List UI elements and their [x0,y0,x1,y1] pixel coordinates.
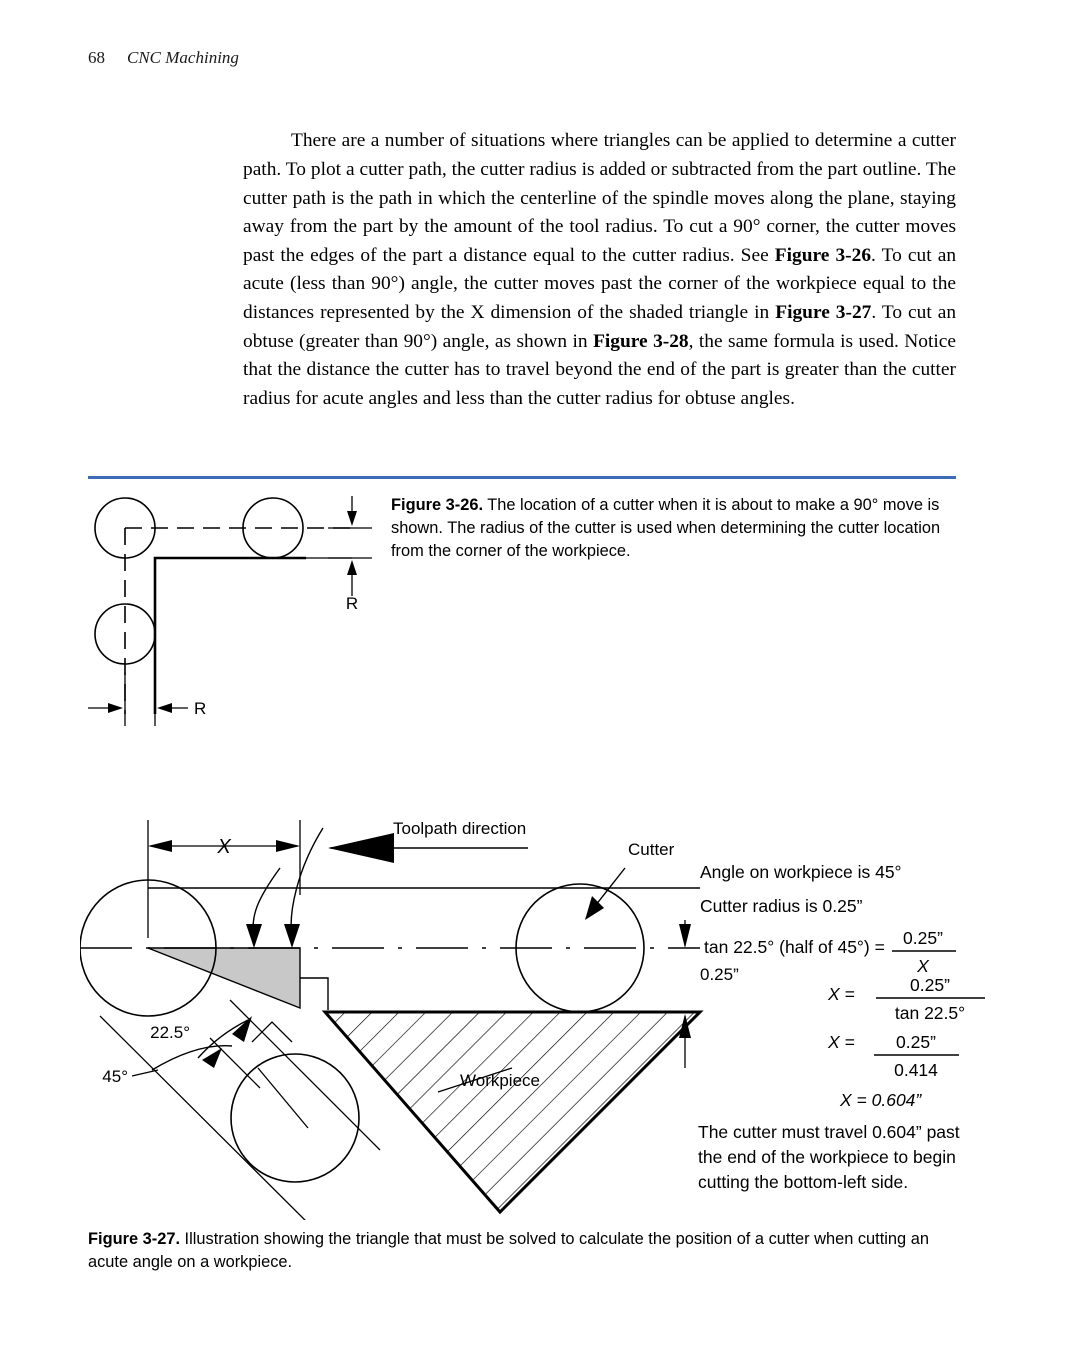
equation-4: X = 0.604” [840,1090,922,1110]
solution-line-1: Angle on workpiece is 45° [700,862,902,882]
equation-3-left: X = [828,1032,855,1052]
figure-ref-328: Figure 3-28 [593,330,689,352]
solution-panel [700,862,985,1110]
equation-1-denominator: X [917,956,929,976]
arrowhead-down-r-vertical [347,511,357,526]
label-cutter: Cutter [628,840,675,859]
equation-2-denominator: tan 22.5° [894,1003,966,1023]
arrowhead-cutter-label [585,896,604,920]
paragraph-segment-2: . To cut an acute (less than 90°) angle, the cutter moves past the corner of the workpiece equal to the distances represented by the X dimension of the shaded triangle in [243,244,957,323]
figure-ref-326: Figure 3-26 [774,244,872,266]
running-head [88,48,239,68]
figure-326-caption-lead: Figure 3-26. [391,496,483,514]
arrowhead-x-right [276,840,300,852]
equation-1-numerator: 0.25” [903,928,943,948]
paragraph-segment-3: . To cut an obtuse (greater than 90°) angle, as shown in [243,301,957,352]
figure-327-caption-lead: Figure 3-27. [88,1230,180,1248]
label-toolpath-direction: Toolpath direction [393,820,527,838]
figure-326-caption-text: The location of a cutter when it is about to make a 90° move is shown. The radius of the cutter is used when determining the cutter location from the corner of the workpiece. [391,496,941,560]
figure-ref-327: Figure 3-27 [775,301,872,323]
workpiece-corner-outline [155,558,306,714]
cutter-radius-leader-lower [258,1068,308,1128]
figure-327-caption [88,1228,958,1274]
workpiece-hatch-fill [325,1012,700,1212]
arrowhead-up-r-vertical [347,560,357,575]
solution-line-2: Cutter radius is 0.25” [700,896,863,916]
arrowhead-cutter-radius-down [679,924,691,948]
arrowhead-left-r-horizontal [157,703,172,713]
equation-3-denominator: 0.414 [894,1060,938,1080]
label-angle-22-5: 22.5° [150,1023,190,1042]
shaded-solution-triangle [148,948,300,1008]
paragraph-segment-4: , the same formula is used. Notice that the distance the cutter has to travel beyond the end of the part is greater than the cutter radius for acute angles and less than the cutter radius for obtuse angles. [243,330,956,409]
right-angle-symbol-corner [300,978,328,1010]
equation-2-numerator: 0.25” [910,975,950,995]
equation-1-left: tan 22.5° (half of 45°) = [704,937,885,957]
arrowhead-shaded-leader-a [246,924,262,948]
label-workpiece: Workpiece [460,1071,540,1090]
leader-curve-shaded-b [291,828,323,938]
label-angle-45: 45° [102,1067,128,1086]
figure-326-drawing [80,486,390,736]
figure-327-drawing [80,820,1010,1220]
label-r-vertical: R [345,594,359,613]
label-x-dimension: X [217,836,231,858]
figure-326-caption [391,494,961,563]
label-cutter-radius-dimension: 0.25” [700,965,739,984]
arrowhead-x-left [148,840,172,852]
figure-327-caption-text: Illustration showing the triangle that must be solved to calculate the position of a cutter when cutting an acute angle on a workpiece. [88,1230,929,1271]
arrowhead-right-r-horizontal [108,703,123,713]
section-divider-rule [88,476,956,479]
equation-2-left: X = [828,984,855,1004]
equation-3-numerator: 0.25” [896,1032,936,1052]
cutter-circle-lower [231,1054,359,1182]
arrowhead-toolpath-direction [328,833,394,863]
workpiece-body [325,1012,700,1212]
angle-leader-45 [132,1070,158,1076]
paragraph-segment-1: There are a number of situations where triangles can be applied to determine a cutter path. To plot a cutter path, the cutter radius is added or subtracted from the part outline. The cutter path is the path in which the centerline of the spindle moves along the plane, staying away from the part by the amount of the tool radius. To cut a 90° corner, the cutter moves past the edges of the part a distance equal to the cutter radius. See [243,130,956,266]
book-title: CNC Machining [127,48,239,67]
solution-conclusion-box [698,1120,966,1220]
solution-conclusion: The cutter must travel 0.604” past the end of the workpiece to begin cutting the bottom-left side. [698,1122,960,1192]
arrowhead-shaded-leader-b [284,924,300,948]
page-number: 68 [88,48,105,67]
body-paragraph [243,127,956,413]
right-angle-symbol-offset [252,1022,292,1042]
arrowhead-angle-22-5-upper [232,1016,252,1042]
label-r-horizontal: R [194,699,207,718]
